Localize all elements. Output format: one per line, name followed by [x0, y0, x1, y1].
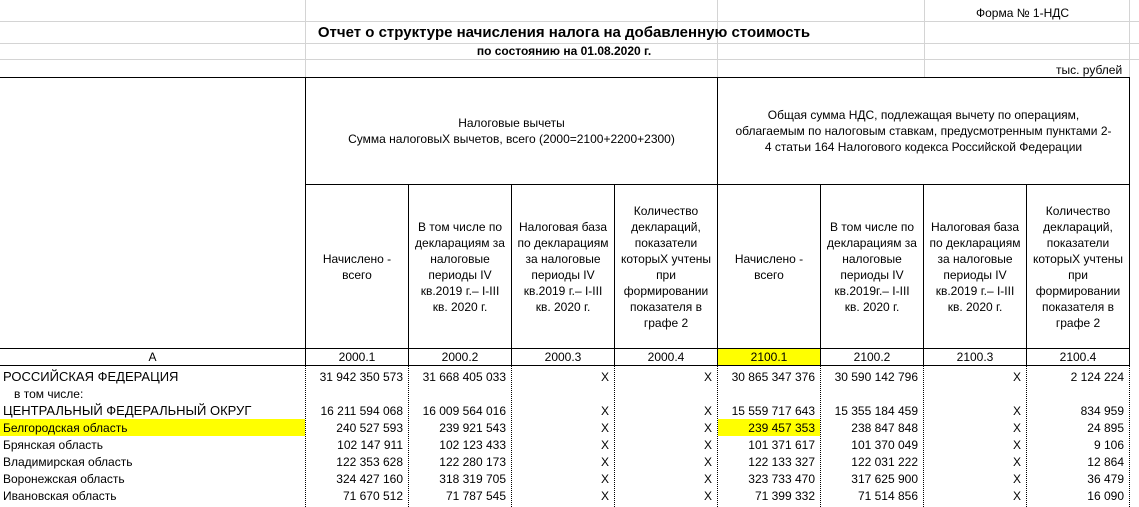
group-header-line: Налоговые вычеты	[458, 116, 565, 130]
table-cell-value: X	[600, 455, 609, 469]
column-header-line: кв. 2020 г.	[432, 299, 488, 314]
grid-line	[0, 59, 1139, 60]
column-separator	[1129, 366, 1130, 507]
column-header-line: по декларациям	[929, 235, 1021, 250]
table-cell-value: X	[600, 472, 609, 486]
column-header-line: периоды IV	[840, 267, 904, 282]
table-cell-value: 31 668 405 033	[422, 370, 506, 384]
grid-line	[0, 21, 1139, 22]
table-cell-value: 15 559 717 643	[731, 404, 815, 418]
column-header-line: которыХ учтены	[620, 251, 711, 266]
table-cell-value: X	[600, 489, 609, 503]
column-header-line: по декларациям	[517, 235, 609, 250]
column-header	[615, 185, 717, 348]
table-cell-value: 16 090	[1087, 489, 1124, 503]
group-header-line: Общая сумма НДС, подлежащая вычету по операциям,	[767, 108, 1080, 122]
table-cell-value: 102 123 433	[439, 438, 506, 452]
table-border	[1129, 77, 1130, 366]
table-cell-value: X	[703, 472, 712, 486]
column-header-line: Налоговая база	[931, 219, 1019, 234]
table-cell-value: X	[1012, 421, 1021, 435]
table-cell-value: X	[703, 438, 712, 452]
column-header-line: при	[1068, 267, 1088, 282]
column-header	[924, 185, 1026, 348]
table-cell-value: 101 370 049	[851, 438, 918, 452]
group-header-deductions	[306, 78, 717, 184]
column-header-line: Налоговая база	[519, 219, 607, 234]
table-cell-value: 9 106	[1093, 438, 1124, 452]
column-header-line: Начислено -	[734, 251, 804, 266]
column-code: 2100.3	[956, 350, 994, 364]
row-label: Владимирская область	[3, 455, 133, 469]
table-cell-value: 122 031 222	[851, 455, 918, 469]
table-cell-value: X	[1012, 472, 1021, 486]
column-code: 2000.4	[647, 350, 685, 364]
column-header-line: периоды IV	[531, 267, 595, 282]
column-header-line: кв.2019 г.– I-III	[935, 283, 1015, 298]
column-header-line: Количество	[1045, 203, 1111, 218]
column-header-line: В том числе по	[829, 219, 915, 234]
table-cell-value: X	[600, 421, 609, 435]
column-code: 2100.2	[853, 350, 891, 364]
row-label: Воронежская область	[3, 472, 125, 486]
column-code: 2000.3	[544, 350, 582, 364]
group-header-line: Сумма налоговыХ вычетов, всего (2000=2100+2200+2300)	[348, 132, 675, 146]
column-header-line: показатели	[1046, 235, 1110, 250]
table-cell-value: 102 147 911	[337, 438, 403, 452]
row-label: РОССИЙСКАЯ ФЕДЕРАЦИЯ	[3, 369, 179, 384]
table-cell-value: X	[1012, 438, 1021, 452]
row-label: в том числе:	[14, 387, 84, 401]
column-header-line: формировании	[1035, 283, 1121, 298]
column-header-line: Начислено -	[322, 251, 392, 266]
table-cell-value: 238 847 848	[851, 421, 918, 435]
column-header-line: налоговые	[430, 251, 490, 266]
table-cell-value: 318 319 705	[439, 472, 506, 486]
column-code: 2100.1	[750, 350, 788, 364]
table-cell-value: X	[703, 489, 712, 503]
column-header-line: периоды IV	[428, 267, 492, 282]
group-header-line: 4 статьи 164 Налогового кодекса Российской Федерации	[764, 140, 1083, 154]
column-header-line: Количество	[633, 203, 699, 218]
table-cell-value: 323 733 470	[748, 472, 815, 486]
column-code: 2100.4	[1059, 350, 1097, 364]
table-cell-value: X	[1012, 370, 1021, 384]
table-cell-value: 122 133 327	[748, 455, 815, 469]
table-cell-value: 12 864	[1087, 455, 1124, 469]
table-cell-value: 30 865 347 376	[731, 370, 815, 384]
column-header-line: всего	[754, 267, 784, 282]
row-label: Ивановская область	[3, 489, 117, 503]
column-header	[1027, 185, 1129, 348]
column-header	[512, 185, 614, 348]
group-header-vat-total	[718, 78, 1129, 184]
group-header-line: облагаемым по налоговым ставкам, предусмотренным пунктами 2-	[735, 124, 1112, 138]
column-header-line: графе 2	[643, 315, 689, 330]
column-header-line: кв.2019 г.– I-III	[420, 283, 500, 298]
column-header	[409, 185, 511, 348]
table-cell-value: X	[703, 370, 712, 384]
column-header-line: показателя в	[1042, 299, 1114, 314]
form-label: Форма № 1-НДС	[976, 6, 1070, 20]
column-code: А	[148, 350, 157, 364]
table-cell-value: 239 921 543	[439, 421, 506, 435]
table-cell-value: 2 124 224	[1070, 370, 1124, 384]
table-cell-value: 122 280 173	[439, 455, 506, 469]
column-header-line: кв. 2020 г.	[947, 299, 1003, 314]
table-cell-value: 122 353 628	[336, 455, 403, 469]
column-header-line: за налоговые	[525, 251, 601, 266]
table-cell-value: 324 427 160	[336, 472, 403, 486]
table-cell-value: 71 670 512	[342, 489, 403, 503]
table-cell-value: 71 399 332	[754, 489, 815, 503]
table-cell-value: 16 211 594 068	[320, 404, 403, 418]
column-header-line: показателя в	[630, 299, 702, 314]
column-header-line: деклараций,	[631, 219, 701, 234]
table-cell-value: X	[703, 421, 712, 435]
row-label: Белгородская область	[3, 421, 128, 435]
column-code: 2000.2	[441, 350, 479, 364]
column-header-line: периоды IV	[943, 267, 1007, 282]
report-subtitle: по состоянию на 01.08.2020 г.	[476, 44, 652, 58]
column-code: 2000.1	[338, 350, 376, 364]
column-header-line: которыХ учтены	[1032, 251, 1123, 266]
table-cell-value: 240 527 593	[336, 421, 403, 435]
table-cell-value: 30 590 142 796	[834, 370, 918, 384]
column-header-line: показатели	[634, 235, 698, 250]
table-cell-value: X	[600, 438, 609, 452]
column-header-line: декларациям за	[415, 235, 505, 250]
grid-line	[1129, 0, 1130, 78]
table-cell-value: X	[703, 404, 712, 418]
column-header-line: кв.2019г.– I-III	[834, 283, 910, 298]
column-header-line: за налоговые	[937, 251, 1013, 266]
column-header	[306, 185, 408, 348]
table-cell-value: X	[600, 404, 609, 418]
table-cell-value: X	[1012, 404, 1021, 418]
table-cell-value: X	[703, 455, 712, 469]
column-header-line: налоговые	[842, 251, 902, 266]
table-cell-value: 16 009 564 016	[422, 404, 506, 418]
table-cell-value: X	[600, 370, 609, 384]
table-cell-value: 71 787 545	[445, 489, 506, 503]
column-header-line: кв.2019 г.– I-III	[523, 283, 603, 298]
column-header-line: декларациям за	[827, 235, 917, 250]
column-header-line: формировании	[623, 283, 709, 298]
column-header	[718, 185, 820, 348]
table-cell-value: 71 514 856	[857, 489, 918, 503]
row-label: ЦЕНТРАЛЬНЫЙ ФЕДЕРАЛЬНЫЙ ОКРУГ	[3, 403, 252, 418]
column-header-line: кв. 2020 г.	[844, 299, 900, 314]
column-header	[821, 185, 923, 348]
column-header-line: деклараций,	[1043, 219, 1113, 234]
table-cell-value: 31 942 350 573	[319, 370, 403, 384]
table-cell-value: 834 959	[1080, 404, 1124, 418]
table-cell-value: X	[1012, 489, 1021, 503]
column-header-line: графе 2	[1055, 315, 1101, 330]
units-label: тыс. рублей	[1056, 63, 1123, 77]
table-cell-value: X	[1012, 455, 1021, 469]
table-cell-value: 317 625 900	[851, 472, 918, 486]
table-cell-value: 101 371 617	[748, 438, 815, 452]
column-header-line: В том числе по	[417, 219, 503, 234]
table-cell-value: 36 479	[1087, 472, 1124, 486]
column-header-line: при	[656, 267, 676, 282]
column-header-line: всего	[342, 267, 372, 282]
table-cell-value: 24 895	[1087, 421, 1124, 435]
table-cell-value: 239 457 353	[748, 421, 815, 435]
table-cell-value: 15 355 184 459	[834, 404, 918, 418]
table-border	[0, 365, 1130, 366]
row-label: Брянская область	[3, 438, 103, 452]
report-title: Отчет о структуре начисления налога на добавленную стоимость	[317, 24, 811, 41]
column-header-line: кв. 2020 г.	[535, 299, 591, 314]
